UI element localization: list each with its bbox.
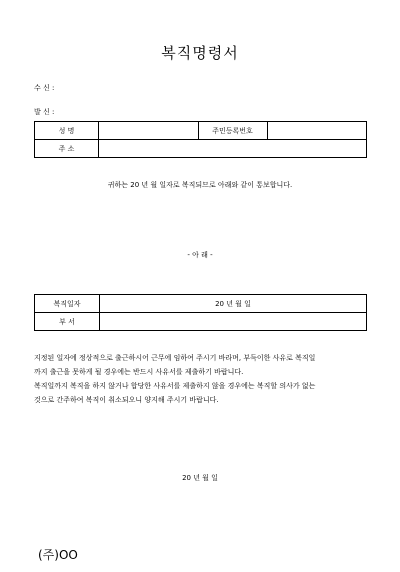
- rrn-label: 주민등록번호: [198, 122, 267, 140]
- company-name: (주)OO: [38, 548, 78, 562]
- name-row: [35, 122, 367, 140]
- issue-date: 20 년 월 일: [182, 474, 218, 482]
- return-date-value[interactable]: 20 년 월 일: [100, 295, 367, 313]
- address-label: 주 소: [35, 140, 99, 158]
- below-heading: - 아 래 -: [187, 251, 213, 259]
- department-field[interactable]: [100, 313, 367, 331]
- instruction-line: 복직일까지 복직을 하지 않거나 합당한 사유서를 제출하지 않을 경우에는 복직할 의사가 없는: [34, 382, 316, 390]
- address-field[interactable]: [99, 140, 367, 158]
- recipient-label: 수 신 :: [34, 84, 55, 92]
- sender-label: 발 신 :: [34, 108, 55, 116]
- name-label: 성 명: [35, 122, 99, 140]
- department-label: 부 서: [35, 313, 100, 331]
- notice-text: 귀하는 20 년 월 일자로 복직되므로 아래와 같이 통보합니다.: [107, 181, 293, 189]
- rrn-field[interactable]: [267, 122, 366, 140]
- instructions-text: [34, 351, 374, 407]
- page-title: 복직명령서: [161, 44, 239, 62]
- return-date-row: [35, 295, 367, 313]
- instruction-line: 것으로 간주하여 복직이 취소되오니 양지해 주시기 바랍니다.: [34, 396, 219, 404]
- name-field[interactable]: [99, 122, 198, 140]
- address-row: [35, 140, 367, 158]
- return-table: [34, 294, 367, 331]
- instruction-line: 지정된 일자에 정상적으로 출근하시어 근무에 임하여 주시기 바라며, 부득이한 사유로 복직일: [34, 354, 316, 362]
- info-table: [34, 121, 367, 158]
- instruction-line: 까지 출근을 못하게 될 경우에는 반드시 사유서를 제출하기 바랍니다.: [34, 368, 244, 376]
- return-date-label: 복직일자: [35, 295, 100, 313]
- department-row: [35, 313, 367, 331]
